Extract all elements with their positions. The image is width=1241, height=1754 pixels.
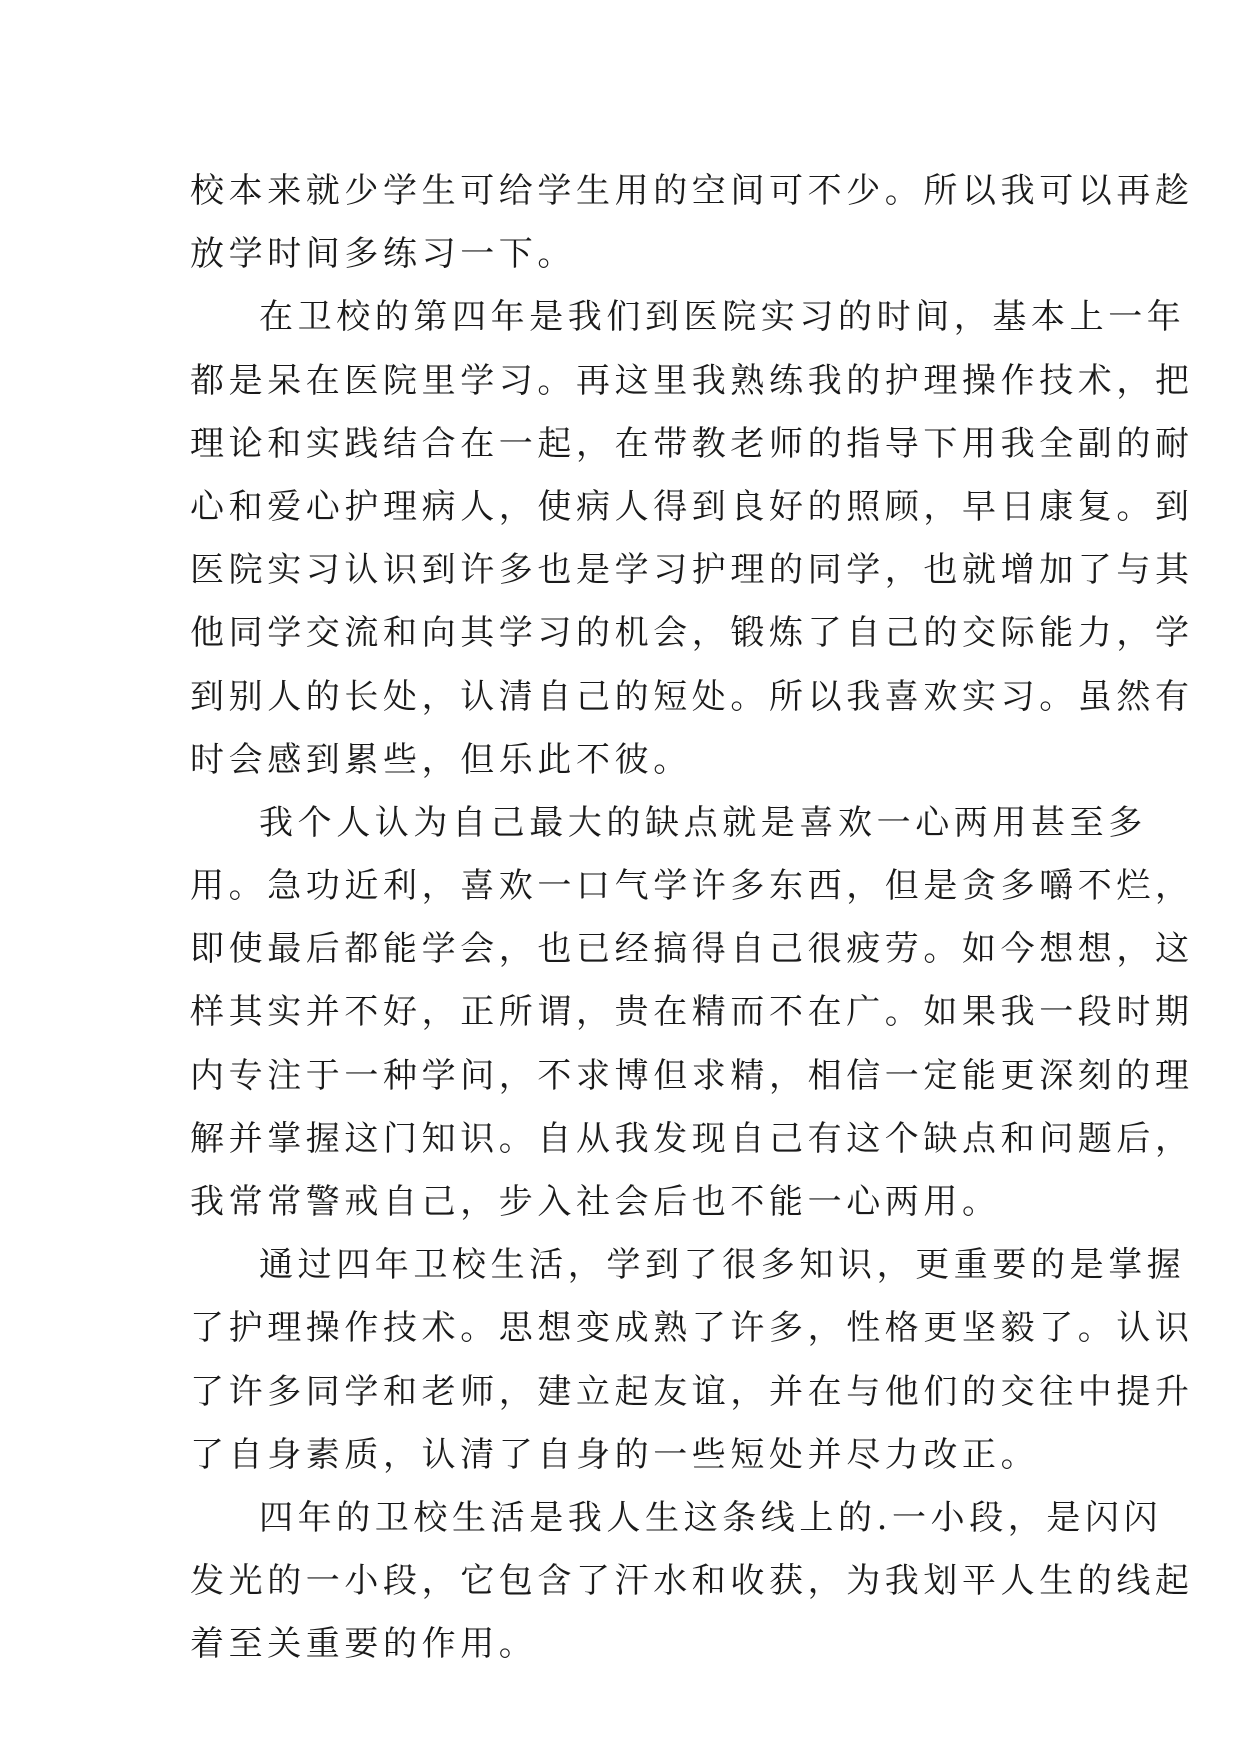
paragraph-continuation [190, 160, 1194, 286]
text-line: 了自身素质，认清了自身的一些短处并尽力改正。 [190, 1434, 1040, 1475]
document-page [190, 160, 1194, 1677]
paragraph-internship [190, 286, 1194, 792]
text-line: 通过四年卫校生活，学到了很多知识，更重要的是掌握 [259, 1245, 1186, 1286]
text-line: 即使最后都能学会，也已经搞得自己很疲劳。如今想想，这 [190, 929, 1194, 970]
text-line: 解并掌握这门知识。自从我发现自己有这个缺点和问题后， [190, 1118, 1194, 1159]
text-line: 用。急功近利，喜欢一口气学许多东西，但是贪多嚼不烂， [190, 866, 1194, 907]
text-line: 了护理操作技术。思想变成熟了许多，性格更坚毅了。认识 [190, 1308, 1194, 1349]
text-line: 内专注于一种学问，不求博但求精，相信一定能更深刻的理 [190, 1055, 1194, 1096]
text-line: 医院实习认识到许多也是学习护理的同学，也就增加了与其 [190, 550, 1194, 591]
paragraph-conclusion [190, 1487, 1194, 1677]
paragraph-summary [190, 1234, 1194, 1487]
text-line: 着至关重要的作用。 [190, 1624, 538, 1665]
text-line: 了许多同学和老师，建立起友谊，并在与他们的交往中提升 [190, 1371, 1194, 1412]
text-line: 我个人认为自己最大的缺点就是喜欢一心两用甚至多 [259, 802, 1147, 843]
text-line: 时会感到累些，但乐此不彼。 [190, 739, 692, 780]
text-line: 样其实并不好，正所谓，贵在精而不在广。如果我一段时期 [190, 992, 1194, 1033]
text-line: 在卫校的第四年是我们到医院实习的时间，基本上一年 [259, 297, 1186, 338]
text-line: 放学时间多练习一下。 [190, 234, 576, 275]
text-line: 理论和实践结合在一起，在带教老师的指导下用我全副的耐 [190, 423, 1194, 464]
paragraph-shortcomings [190, 792, 1194, 1234]
text-line: 到别人的长处，认清自己的短处。所以我喜欢实习。虽然有 [190, 676, 1194, 717]
text-line: 都是呆在医院里学习。再这里我熟练我的护理操作技术，把 [190, 360, 1194, 401]
text-line: 校本来就少学生可给学生用的空间可不少。所以我可以再趁 [190, 171, 1194, 211]
text-line: 心和爱心护理病人，使病人得到良好的照顾，早日康复。到 [190, 486, 1194, 527]
text-line: 他同学交流和向其学习的机会，锻炼了自己的交际能力，学 [190, 613, 1194, 654]
text-line: 我常常警戒自己，步入社会后也不能一心两用。 [190, 1182, 1001, 1222]
text-line: 发光的一小段，它包含了汗水和收获，为我划平人生的线起 [190, 1561, 1194, 1602]
text-line: 四年的卫校生活是我人生这条线上的.一小段，是闪闪 [259, 1497, 1163, 1538]
